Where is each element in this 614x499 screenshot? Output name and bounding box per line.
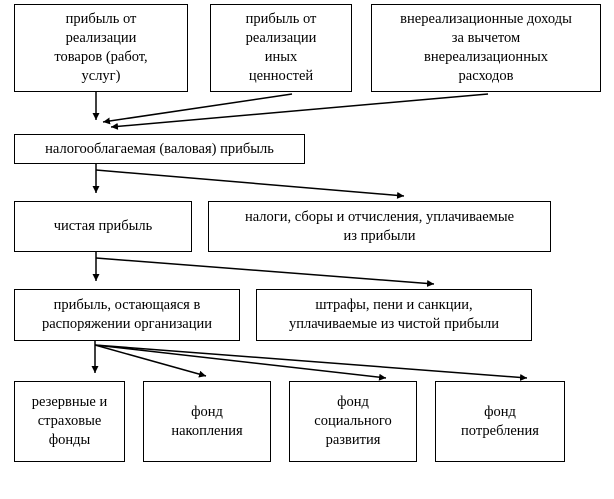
arrow-retained-to-social — [95, 345, 386, 378]
box-net-profit-label: чистая прибыль — [53, 218, 153, 234]
box-retained-profit-label: прибыль, остающаяся в распоряжении организации — [41, 297, 213, 332]
box-fines-label: штрафы, пени и санкции, уплачиваемые из чистой прибыли — [289, 297, 499, 332]
box-other-assets-profit-label: прибыль от реализации иных ценностей — [245, 11, 317, 84]
box-nonoperating-income-label: внереализационные доходы за вычетом внереализационных расходов — [400, 11, 572, 84]
box-reserve-funds-label: резервные и страховые фонды — [31, 394, 108, 448]
arrow-nonop-to-taxable — [111, 94, 488, 127]
box-taxes-label: налоги, сборы и отчисления, уплачиваемые из прибыли — [244, 208, 515, 244]
arrow-retained-to-consumption — [95, 345, 527, 378]
arrow-net-to-fines — [96, 258, 434, 284]
box-taxable-profit-label: налогооблагаемая (валовая) прибыль — [45, 140, 274, 157]
arrow-other-to-taxable — [103, 94, 292, 122]
arrow-taxable-to-taxes — [96, 170, 404, 196]
box-accumulation-fund-label: фонд накопления — [171, 403, 243, 439]
box-consumption-fund-label: фонд потребления — [461, 403, 539, 439]
box-social-fund-label: фонд социального развития — [314, 394, 392, 448]
box-sales-profit-label: прибыль от реализации товаров (работ, услуг) — [54, 11, 148, 84]
